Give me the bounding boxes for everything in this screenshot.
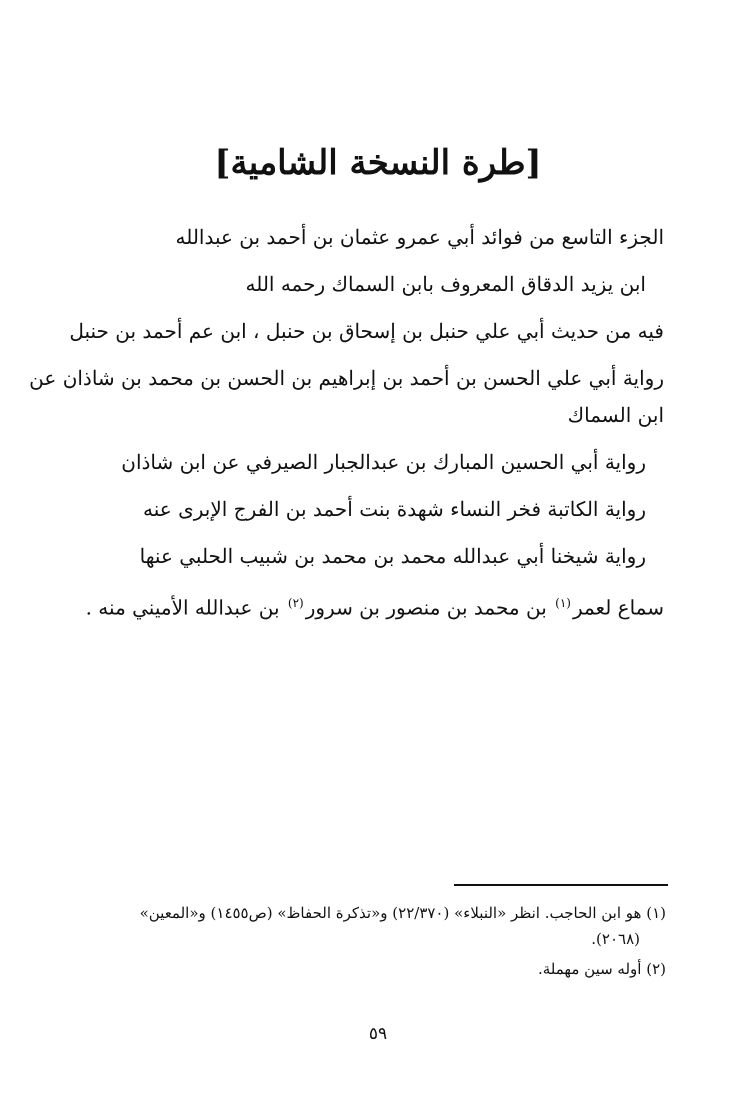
text-line-8: رواية شيخنا أبي عبدالله محمد بن محمد بن شبيب الحلبي عنها [139,544,646,568]
footnote-ref-1[interactable]: (١) [555,596,571,610]
page-number: ٥٩ [368,1024,388,1044]
text-line-2: ابن يزيد الدقاق المعروف بابن السماك رحمه الله [245,272,646,296]
text-line-9 [85,580,664,632]
main-text [29,214,664,632]
text-line-9-part3: بن عبدالله الأميني منه . [85,595,286,620]
text-line-1: الجزء التاسع من فوائد أبي عمرو عثمان بن أحمد بن عبدالله [175,225,664,249]
text-line-3: فيه من حديث أبي علي حنبل بن إسحاق بن حنبل ، ابن عم أحمد بن حنبل [69,319,664,343]
text-line-5: ابن السماك [567,403,664,427]
footnote-1: (١) هو ابن الحاجب. انظر «النبلاء» (٢٢/٣٧٠) و«تذكرة الحفاظ» (ص١٤٥٥) و«المعين» [139,904,666,922]
footnote-2: (٢) أوله سين مهملة. [537,960,666,978]
footnote-ref-2[interactable]: (٢) [287,596,304,610]
footnotes [88,898,666,984]
text-line-7: رواية الكاتبة فخر النساء شهدة بنت أحمد بن الفرج الإبرى عنه [143,497,646,521]
footnote-1-continuation: (٢٠٦٨). [591,930,640,948]
footnote-divider [454,884,668,886]
text-line-4: رواية أبي علي الحسن بن أحمد بن إبراهيم بن الحسن بن محمد بن شاذان عن [29,366,664,390]
text-line-9-part1: سماع لعمر [572,595,664,620]
text-line-9-part2: بن محمد بن منصور بن سرور [305,595,554,620]
page-title: [طرة النسخة الشامية] [214,143,542,183]
text-line-6: رواية أبي الحسين المبارك بن عبدالجبار الصيرفي عن ابن شاذان [121,450,646,474]
